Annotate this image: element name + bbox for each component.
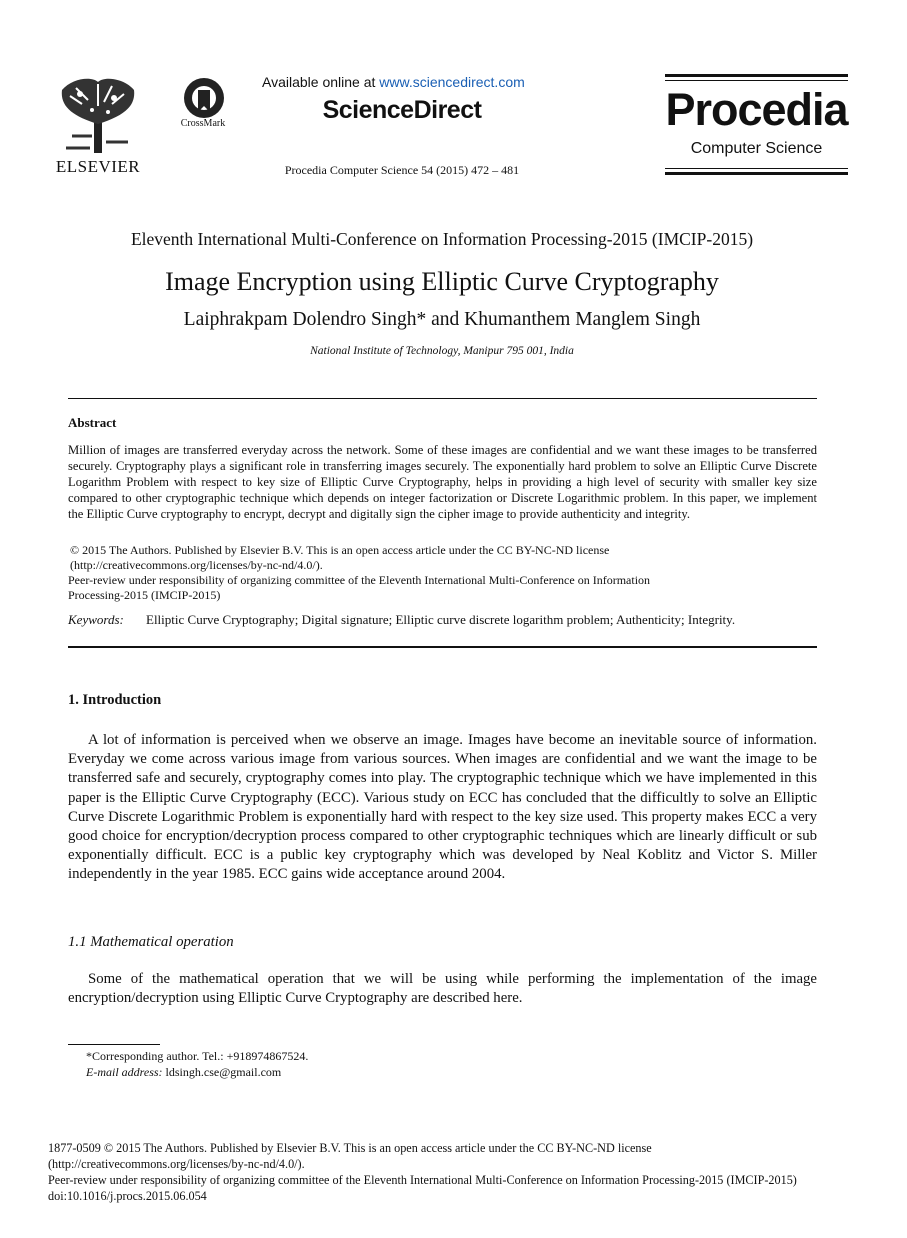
license-block <box>68 543 817 603</box>
corresponding-author: *Corresponding author. Tel.: +918974867524. <box>86 1049 309 1063</box>
crossmark-label: CrossMark <box>180 118 226 129</box>
paper-title: Image Encryption using Elliptic Curve Cryptography <box>165 267 719 296</box>
keywords-list: Elliptic Curve Cryptography; Digital signature; Elliptic curve discrete logarithm problem; Authenticity; Integrity. <box>146 612 736 627</box>
sciencedirect-wordmark: ScienceDirect <box>322 96 482 124</box>
peer-review-line: Processing-2015 (IMCIP-2015) <box>68 588 221 602</box>
license-line: © 2015 The Authors. Published by Elsevier B.V. This is an open access article under the CC BY-NC-ND license <box>70 543 610 557</box>
procedia-logo <box>665 74 848 176</box>
abstract-heading: Abstract <box>68 415 117 430</box>
procedia-title: Procedia <box>665 84 848 135</box>
sciencedirect-link[interactable]: www.sciencedirect.com <box>379 74 525 90</box>
email-address: ldsingh.cse@gmail.com <box>162 1065 282 1079</box>
author-affiliation: National Institute of Technology, Manipur 795 001, India <box>310 345 574 357</box>
abstract-text: Million of images are transferred everyday across the network. Some of these images are confidential and we want these images to be transferred securely. Cryptography plays a significant role in transferring images securely. The exponentially hard problem to solve an Elliptic Curve Discrete Logarithm Problem with respect to key size of Elliptic Curve Cryptography, helps in providing a high level of security with smaller key size compared to other cryptographic technique which depends on integer factorization or Discrete Logarithmic problem. In this paper, we implement the Elliptic Curve cryptography to encrypt, decrypt and digitally sign the cipher image to provide authenticity and integrity. <box>68 443 817 521</box>
footnote <box>86 1048 308 1080</box>
paper-authors: Laiphrakpam Dolendro Singh* and Khumanthem Manglem Singh <box>183 309 701 330</box>
keywords <box>68 612 817 628</box>
conference-name: Eleventh International Multi-Conference on Information Processing-2015 (IMCIP-2015) <box>130 229 754 249</box>
issn-line: 1877-0509 © 2015 The Authors. Published by Elsevier B.V. This is an open access article under the CC BY-NC-ND license <box>48 1141 652 1155</box>
doi: doi:10.1016/j.procs.2015.06.054 <box>48 1189 207 1203</box>
elsevier-wordmark: ELSEVIER <box>55 157 141 176</box>
subsection-heading: 1.1 Mathematical operation <box>68 934 234 950</box>
divider <box>68 398 817 399</box>
keywords-label: Keywords: <box>68 612 124 627</box>
subsection-paragraph: Some of the mathematical operation that we will be using while performing the implementation of the image encryption/decryption using Elliptic Curve Cryptography are described here. <box>68 971 817 1007</box>
procedia-subtitle: Computer Science <box>690 140 823 157</box>
section-paragraph: A lot of information is perceived when we observe an image. Images have become an inevitable source of information. Everyday we come across various image from various sources. When images are confidential and we want the image to be transferred safe and securely, cryptography comes into play. The cryptographic technique which we have implemented in this paper is the Elliptic Curve Cryptography (ECC). Various study on ECC has concluded that the difficultly to solve an Elliptic Curve Discrete Logarithmic Problem is exponentially hard with respect to the key size used. This property makes ECC a very good choice for encryption/decryption process compared to other cryptographic techniques which are linearly difficult or sub exponentially difficult. ECC is a public key cryptography which was developed by Neal Koblitz and Victor S. Miller independently in the year 1985. ECC gains wide acceptance around 2004. <box>68 732 817 883</box>
email-label: E-mail address: <box>86 1065 163 1079</box>
section-heading: 1. Introduction <box>68 692 162 708</box>
available-online <box>262 74 525 90</box>
license-link[interactable]: (http://creativecommons.org/licenses/by-nc-nd/4.0/). <box>70 558 323 572</box>
footnote-divider <box>68 1044 160 1045</box>
copyright-block <box>48 1140 858 1204</box>
available-prefix: Available online at <box>262 74 380 90</box>
peer-review-line: Peer-review under responsibility of organizing committee of the Eleventh International Multi-Conference on Information <box>68 573 651 587</box>
journal-reference: Procedia Computer Science 54 (2015) 472 – 481 <box>284 163 520 177</box>
divider <box>68 646 817 648</box>
license-link[interactable]: (http://creativecommons.org/licenses/by-nc-nd/4.0/). <box>48 1157 305 1171</box>
peer-review-note: Peer-review under responsibility of organizing committee of the Eleventh International Multi-Conference on Information Processing-2015 (IMCIP-2015) <box>48 1173 797 1187</box>
